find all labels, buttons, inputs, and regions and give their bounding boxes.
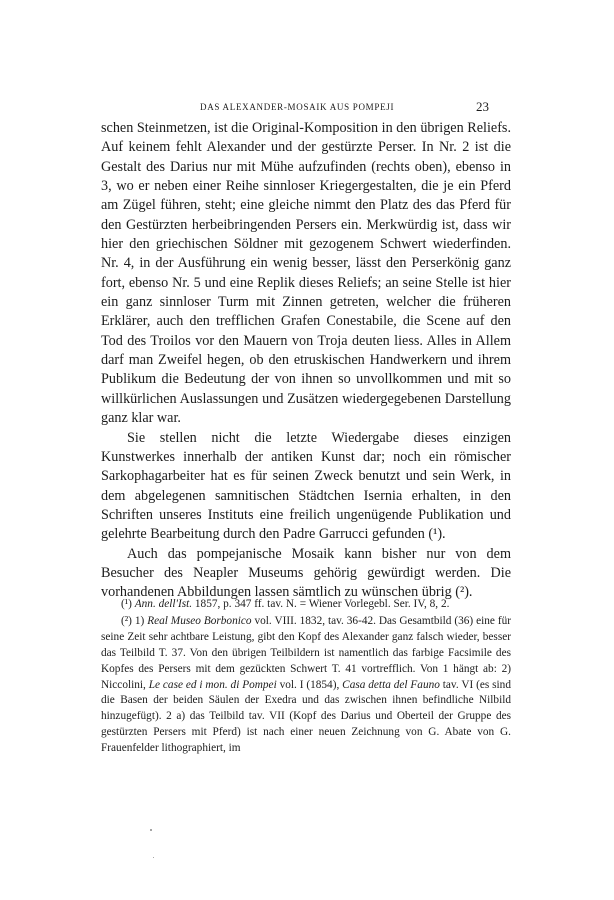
footnote-citation: Ann. dell'Ist. [134, 598, 193, 610]
footnote-1 [101, 597, 511, 613]
footnote-citation: Real Museo Borbonico [147, 614, 252, 627]
speck [150, 829, 152, 831]
footnote-text: vol. VIII. 1832, tav. 36-42. Das Gesamtbild (36) eine für seine Zeit sehr achtbare Leistung, gibt den Kopf des Alexander ganz falsch wieder, besser das Teilbild T. 37. Von den übrigen Teilbildern ist namentlich das farbige Facsimile des Kopfes des Persers mit dem gezückten Schwert T. 41 vortrefflich. Von 1 hängt ab: 2) Niccolini, [101, 614, 511, 691]
running-title: DAS ALEXANDER-MOSAIK AUS POMPEJI [200, 102, 395, 112]
footnote-marker: (¹) [121, 598, 132, 610]
page-number: 23 [476, 99, 489, 114]
footnote-2 [101, 614, 511, 757]
footnote-text: 1) [134, 614, 145, 627]
speck [153, 857, 154, 858]
paragraph: Sie stellen nicht die letzte Wiedergabe dieses einzigen Kunstwerkes innerhalb der antiken Kunst dar; noch ein römischer Sarkophagarbeiter hat es für seinen Zweck benutzt und sein Werk, in dem abgelegenen samnitischen Städtchen Isernia erhalten, in den Schriften unseres Instituts eine freilich ungenügende Publikation und gelehrte Bearbeitung durch den Padre Garrucci gefunden (¹). [101, 429, 511, 543]
footnote-text: 1857, p. 347 ff. tav. N. = Wiener Vorlegebl. Ser. IV, 8, 2. [194, 598, 450, 610]
paragraph: schen Steinmetzen, ist die Original-Komposition in den übrigen Reliefs. Auf keinem fehlt Alexander und der gestürzte Perser. In Nr. 2 ist die Gestalt des Darius nur mit Mühe aufzufinden (rechts oben), ebenso in 3, wo er neben einer Reihe sinnloser Kriegergestalten, die je ein Pferd am Zügel führen, steht; eine gleiche nimmt den Platz des das Pferd für den Gestürzten herbeibringenden Persers ein. Merkwürdig ist, dass wir hier den griechischen Söldner mit gezogenem Schwert wiederfinden. Nr. 4, in der Ausführung ein wenig besser, lässt den Perserkönig ganz fort, ebenso Nr. 5 und eine Replik dieses Reliefs; an seine Stelle ist hier ein ganz sinnloser Turm mit Zinnen getreten, welcher die früheren Erklärer, auch den trefflichen Grafen Conestabile, die Scene auf den Tod des Troilos vor den Mauern von Troja deuten liess. Alles in Allem darf man Zweifel hegen, ob den etruskischen Handwerkern und ihrem Publikum die Bedeutung der von ihnen so unvollkommen und mit so willkürlichen Auslassungen und Zusätzen wiedergegebenen Darstellung ganz klar war. [101, 120, 511, 427]
page-header [0, 99, 614, 115]
footnote-text: vol. I (1854), [279, 678, 340, 691]
footnotes [101, 597, 511, 757]
footnote-text: tav. VI (es sind die Basen der beiden Säulen der Exedra und das zwischen ihnen befindliche Nilbild hinzugefügt). 2 a) das Teilbild tav. VII (Kopf des Darius und Oberteil der Gruppe des gestürzten Persers mit Pferd) ist nach einer neuen Zeichnung von G. Abate von G. Frauenfelder lithographiert, im [101, 678, 511, 755]
footnote-citation: Le case ed i mon. di Pompei [148, 678, 277, 691]
paragraph: Auch das pompejanische Mosaik kann bisher nur von dem Besucher des Neapler Museums gehörig gewürdigt werden. Die vorhandenen Abbildungen lassen sämtlich zu wünschen übrig (²). [101, 545, 511, 601]
footnote-marker: (²) [121, 614, 132, 627]
footnote-citation: Casa detta del Fauno [342, 678, 440, 691]
main-text [101, 119, 511, 603]
